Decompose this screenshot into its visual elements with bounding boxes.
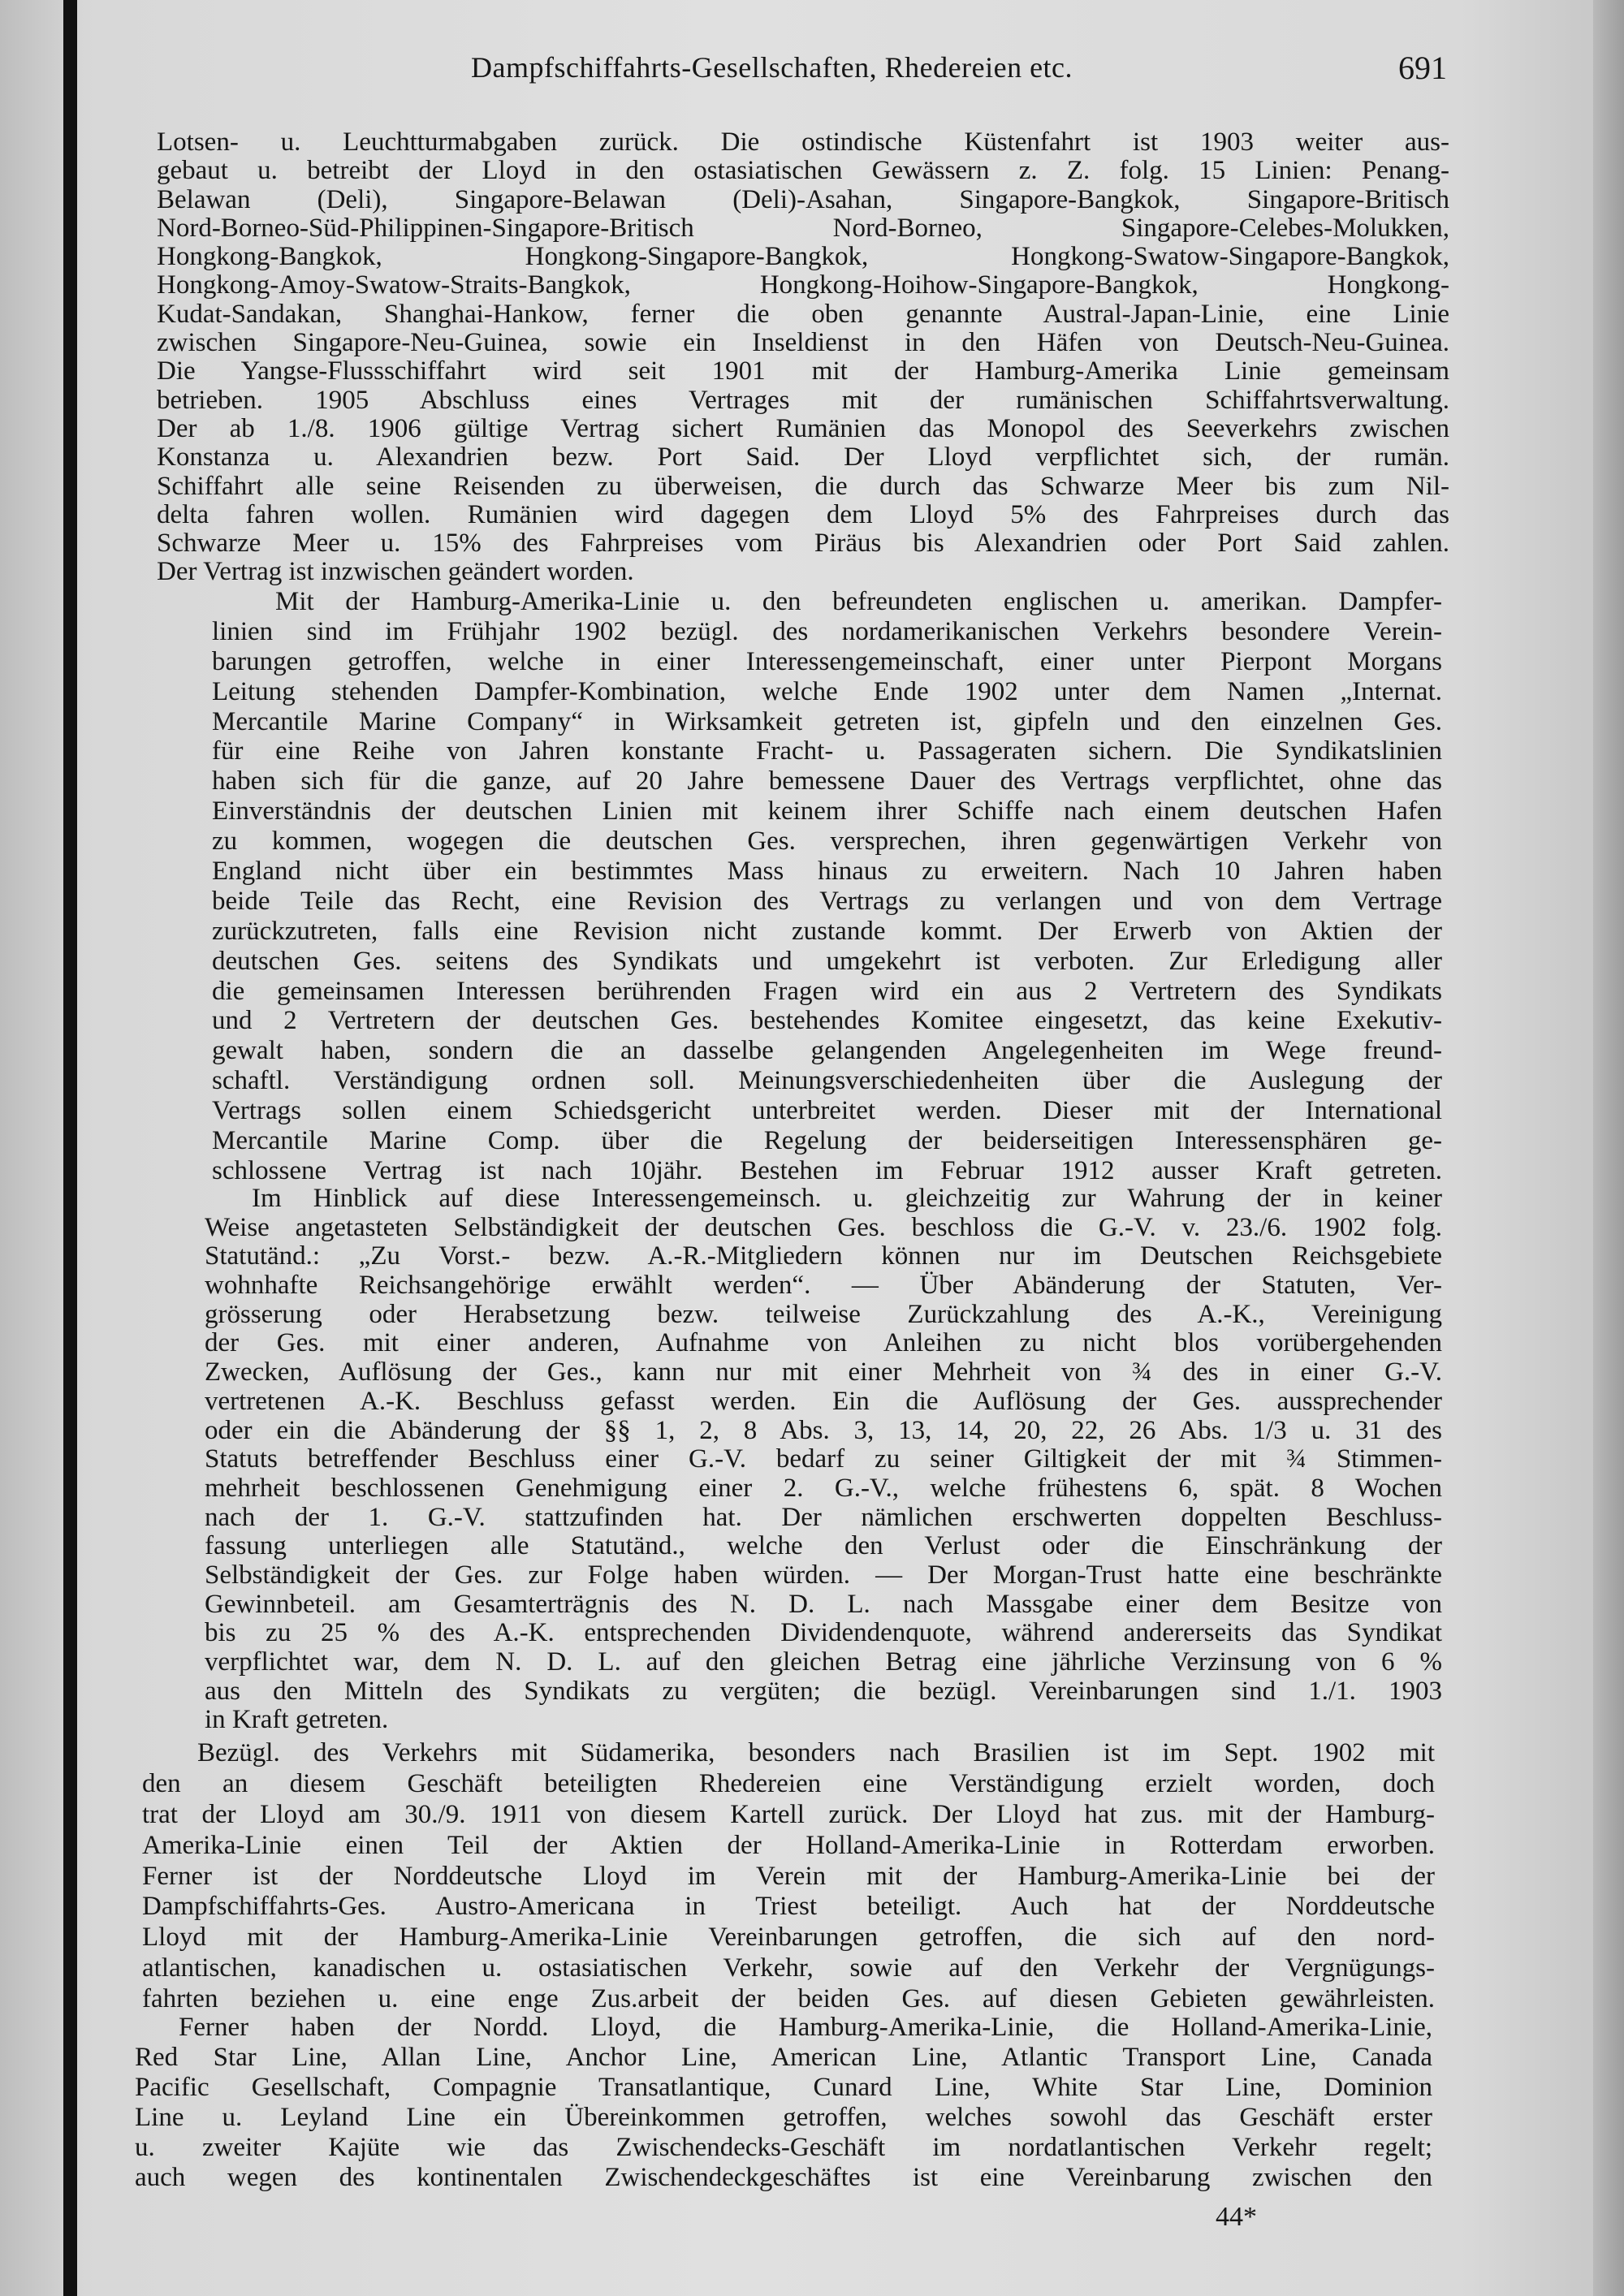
text-line: für eine Reihe von Jahren konstante Fracht- u. Passageraten sichern. Die Syndikatslinien bbox=[212, 736, 1442, 766]
text-line: Weise angetasteten Selbständigkeit der deutschen Ges. beschloss die G.-V. v. 23./6. 1902 folg. bbox=[205, 1212, 1442, 1242]
text-line: Der ab 1./8. 1906 gültige Vertrag sichert Rumänien das Monopol des Seeverkehrs zwischen bbox=[157, 413, 1449, 443]
text-line: trat der Lloyd am 30./9. 1911 von diesem Kartell zurück. Der Lloyd hat zus. mit der Hamburg- bbox=[142, 1799, 1435, 1829]
text-line: Line u. Leyland Line ein Übereinkommen getroffen, welches sowohl das Geschäft erster bbox=[135, 2103, 1432, 2133]
paragraph bbox=[142, 1738, 1435, 2015]
text-line: Ferner haben der Nordd. Lloyd, die Hamburg-Amerika-Linie, die Holland-Amerika-Linie, bbox=[179, 2013, 1432, 2042]
text-line: Zwecken, Auflösung der Ges., kann nur mit einer Mehrheit von ¾ des in einer G.-V. bbox=[205, 1357, 1442, 1388]
paragraph bbox=[157, 128, 1449, 587]
text-line: Im Hinblick auf diese Interessengemeinsch. u. gleichzeitig zur Wahrung der in keiner bbox=[252, 1184, 1442, 1213]
text-line: schaftl. Verständigung ordnen soll. Meinungsverschiedenheiten über die Auslegung der bbox=[212, 1066, 1442, 1096]
text-line: Die Yangse-Flussschiffahrt wird seit 1901 mit der Hamburg-Amerika Linie gemeinsam bbox=[157, 356, 1449, 386]
text-line: gewalt haben, sondern die an dasselbe gelangenden Angelegenheiten im Wege freund- bbox=[212, 1036, 1442, 1066]
text-line: delta fahren wollen. Rumänien wird dagegen dem Lloyd 5% des Fahrpreises durch das bbox=[157, 499, 1449, 529]
text-line: Statutänd.: „Zu Vorst.- bezw. A.-R.-Mitgliedern können nur im Deutschen Reichsgebiete bbox=[205, 1241, 1442, 1271]
text-line: zurückzutreten, falls eine Revision nicht zustande kommt. Der Erwerb von Aktien der bbox=[212, 916, 1442, 946]
text-line: betrieben. 1905 Abschluss eines Vertrages mit der rumänischen Schiffahrtsverwaltung. bbox=[157, 385, 1449, 415]
text-line: barungen getroffen, welche in einer Interessengemeinschaft, einer unter Pierpont Morgans bbox=[212, 646, 1442, 676]
text-line: Hongkong-Bangkok, Hongkong-Singapore-Bangkok, Hongkong-Swatow-Singapore-Bangkok, bbox=[157, 242, 1449, 272]
page-number: 691 bbox=[1398, 50, 1447, 86]
text-line: grösserung oder Herabsetzung bezw. teilweise Zurückzahlung des A.-K., Vereinigung bbox=[205, 1299, 1442, 1329]
text-line: Ferner ist der Norddeutsche Lloyd im Verein mit der Hamburg-Amerika-Linie bei der bbox=[142, 1861, 1435, 1891]
paragraph bbox=[205, 1185, 1442, 1735]
text-line: fahrten beziehen u. eine enge Zus.arbeit der beiden Ges. auf diesen Gebieten gewährleisten. bbox=[142, 1984, 1435, 2014]
text-line: Konstanza u. Alexandrien bezw. Port Said. Der Lloyd verpflichtet sich, der rumän. bbox=[157, 442, 1449, 473]
text-line: schlossene Vertrag ist nach 10jähr. Bestehen im Februar 1912 ausser Kraft getreten. bbox=[212, 1155, 1442, 1185]
signature-mark: 44* bbox=[1216, 2202, 1257, 2232]
text-line: Red Star Line, Allan Line, Anchor Line, American Line, Atlantic Transport Line, Canada bbox=[135, 2043, 1432, 2073]
binding-edge bbox=[63, 0, 77, 2296]
text-line: Pacific Gesellschaft, Compagnie Transatlantique, Cunard Line, White Star Line, Dominion bbox=[135, 2073, 1432, 2103]
text-line: Gewinnbeteil. am Gesamterträgnis des N. D. L. nach Massgabe einer dem Besitze von bbox=[205, 1589, 1442, 1619]
text-line: auch wegen des kontinentalen Zwischendeckgeschäftes ist eine Vereinbarung zwischen den bbox=[135, 2163, 1432, 2193]
text-line: Einverständnis der deutschen Linien mit keinem ihrer Schiffe nach einem deutschen Hafen bbox=[212, 796, 1442, 826]
text-line: in Kraft getreten. bbox=[205, 1705, 389, 1735]
text-line: Mercantile Marine Company“ in Wirksamkeit getreten ist, gipfeln und den einzelnen Ges. bbox=[212, 706, 1442, 736]
text-line: Kudat-Sandakan, Shanghai-Hankow, ferner die oben genannte Austral-Japan-Linie, eine Linie bbox=[157, 299, 1449, 329]
text-line: bis zu 25 % des A.-K. entsprechenden Dividendenquote, während andererseits das Syndikat bbox=[205, 1618, 1442, 1648]
text-line: Schwarze Meer u. 15% des Fahrpreises vom Piräus bis Alexandrien oder Port Said zahlen. bbox=[157, 529, 1449, 559]
text-line: Belawan (Deli), Singapore-Belawan (Deli)-Asahan, Singapore-Bangkok, Singapore-Britisch bbox=[157, 184, 1449, 214]
text-line: verpflichtet war, dem N. D. L. auf den gleichen Betrag eine jährliche Verzinsung von 6 % bbox=[205, 1647, 1442, 1677]
text-line: gebaut u. betreibt der Lloyd in den ostasiatischen Gewässern z. Z. folg. 15 Linien: Penang- bbox=[157, 156, 1449, 186]
text-line: und 2 Vertretern der deutschen Ges. bestehendes Komitee eingesetzt, das keine Exekutiv- bbox=[212, 1006, 1442, 1036]
scan-margin bbox=[0, 0, 63, 2296]
text-line: Mit der Hamburg-Amerika-Linie u. den befreundeten englischen u. amerikan. Dampfer- bbox=[275, 587, 1442, 616]
text-line: nach der 1. G.-V. stattzufinden hat. Der nämlichen erschwerten doppelten Beschluss- bbox=[205, 1502, 1442, 1532]
text-line: mehrheit beschlossenen Genehmigung einer 2. G.-V., welche frühestens 6, spät. 8 Wochen bbox=[205, 1473, 1442, 1503]
text-line: Bezügl. des Verkehrs mit Südamerika, besonders nach Brasilien ist im Sept. 1902 mit bbox=[197, 1738, 1435, 1767]
text-line: Lloyd mit der Hamburg-Amerika-Linie Vereinbarungen getroffen, die sich auf den nord- bbox=[142, 1923, 1435, 1953]
text-line: Statuts betreffender Beschluss einer G.-V. bedarf zu seiner Giltigkeit der mit ¾ Stimmen- bbox=[205, 1444, 1442, 1474]
text-line: Mercantile Marine Comp. über die Regelung der beiderseitigen Interessensphären ge- bbox=[212, 1126, 1442, 1156]
text-line: oder ein die Abänderung der §§ 1, 2, 8 Abs. 3, 13, 14, 20, 22, 26 Abs. 1/3 u. 31 des bbox=[205, 1415, 1442, 1445]
text-line: Nord-Borneo-Süd-Philippinen-Singapore-Britisch Nord-Borneo, Singapore-Celebes-Molukken, bbox=[157, 213, 1449, 243]
running-head: Dampfschiffahrts-Gesellschaften, Rhedereien etc. bbox=[471, 51, 1073, 84]
text-line: Vertrags sollen einem Schiedsgericht unterbreitet werden. Dieser mit der International bbox=[212, 1096, 1442, 1126]
text-line: Selbständigkeit der Ges. zur Folge haben würden. — Der Morgan-Trust hatte eine beschränkte bbox=[205, 1560, 1442, 1590]
text-line: Amerika-Linie einen Teil der Aktien der Holland-Amerika-Linie in Rotterdam erworben. bbox=[142, 1830, 1435, 1860]
text-line: zu kommen, wogegen die deutschen Ges. versprechen, ihren gegenwärtigen Verkehr von bbox=[212, 826, 1442, 857]
text-line: wohnhafte Reichsangehörige erwählt werden“. — Über Abänderung der Statuten, Ver- bbox=[205, 1271, 1442, 1301]
text-line: linien sind im Frühjahr 1902 bezügl. des nordamerikanischen Verkehrs besondere Verein- bbox=[212, 616, 1442, 646]
text-line: Schiffahrt alle seine Reisenden zu überweisen, die durch das Schwarze Meer bis zum Nil- bbox=[157, 471, 1449, 501]
page-edge-shadow bbox=[1593, 0, 1624, 2296]
text-line: den an diesem Geschäft beteiligten Rhedereien eine Verständigung erzielt worden, doch bbox=[142, 1768, 1435, 1798]
text-line: die gemeinsamen Interessen berührenden Fragen wird ein aus 2 Vertretern des Syndikats bbox=[212, 976, 1442, 1006]
text-line: deutschen Ges. seitens des Syndikats und umgekehrt ist verboten. Zur Erledigung aller bbox=[212, 946, 1442, 976]
text-line: aus den Mitteln des Syndikats zu vergüten; die bezügl. Vereinbarungen sind 1./1. 1903 bbox=[205, 1676, 1442, 1706]
text-line: Dampfschiffahrts-Ges. Austro-Americana in Triest beteiligt. Auch hat der Norddeutsche bbox=[142, 1892, 1435, 1922]
text-line: Leitung stehenden Dampfer-Kombination, welche Ende 1902 unter dem Namen „Internat. bbox=[212, 676, 1442, 706]
text-line: beide Teile das Recht, eine Revision des Vertrags zu verlangen und von dem Vertrage bbox=[212, 886, 1442, 916]
text-line: atlantischen, kanadischen u. ostasiatischen Verkehr, sowie auf den Verkehr der Vergnügungs- bbox=[142, 1953, 1435, 1983]
text-line: vertretenen A.-K. Beschluss gefasst werden. Ein die Auflösung der Ges. aussprechender bbox=[205, 1386, 1442, 1416]
text-line: zwischen Singapore-Neu-Guinea, sowie ein Inseldienst in den Häfen von Deutsch-Neu-Guinea. bbox=[157, 328, 1449, 358]
text-line: der Ges. mit einer anderen, Aufnahme von Anleihen zu nicht blos vorübergehenden bbox=[205, 1328, 1442, 1358]
text-line: Lotsen- u. Leuchtturmabgaben zurück. Die ostindische Küstenfahrt ist 1903 weiter aus- bbox=[157, 127, 1449, 157]
text-line: haben sich für die ganze, auf 20 Jahre bemessene Dauer des Vertrags verpflichtet, ohne das bbox=[212, 766, 1442, 796]
text-line: Der Vertrag ist inzwischen geändert worden. bbox=[157, 557, 634, 587]
paragraph bbox=[135, 2013, 1432, 2194]
text-line: England nicht über ein bestimmtes Mass hinaus zu erweitern. Nach 10 Jahren haben bbox=[212, 857, 1442, 887]
text-line: fassung unterliegen alle Statutänd., welche den Verlust oder die Einschränkung der bbox=[205, 1531, 1442, 1561]
text-line: Hongkong-Amoy-Swatow-Straits-Bangkok, Hongkong-Hoihow-Singapore-Bangkok, Hongkong- bbox=[157, 270, 1449, 300]
paragraph bbox=[212, 587, 1442, 1186]
text-line: u. zweiter Kajüte wie das Zwischendecks-Geschäft im nordatlantischen Verkehr regelt; bbox=[135, 2133, 1432, 2163]
